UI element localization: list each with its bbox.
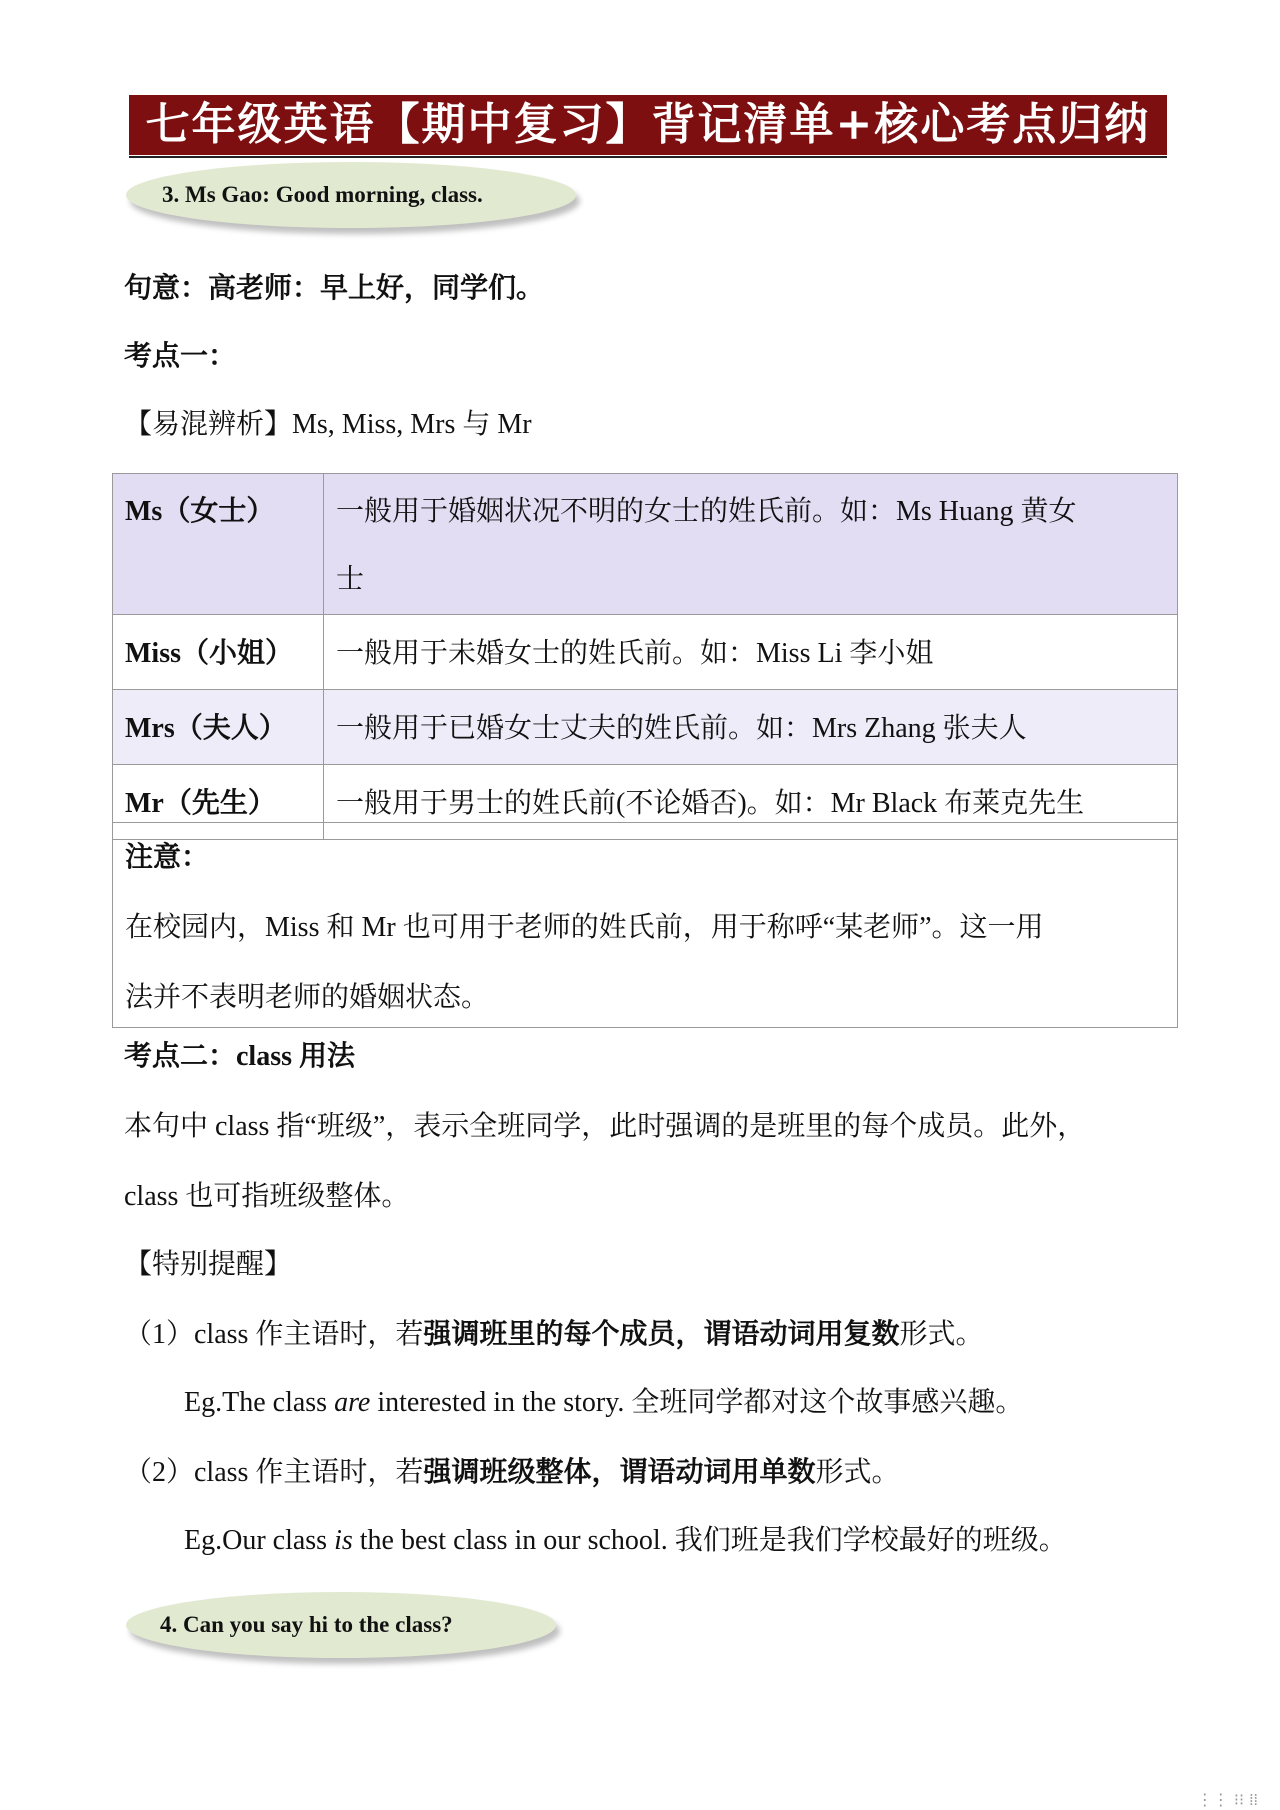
- example-1: [184, 1380, 1023, 1420]
- note-label: 注意：: [125, 842, 210, 873]
- confusable-subtitle: 【易混辨析】Ms, Miss, Mrs 与 Mr: [124, 409, 532, 440]
- point-1-label: 考点一：: [124, 341, 237, 372]
- example-verb: are: [334, 1387, 371, 1418]
- example-post: the best class in our school. 我们班是我们学校最好的班级。: [352, 1525, 1067, 1556]
- reminder-item-2: [124, 1450, 899, 1490]
- desc-line: 士: [336, 564, 365, 595]
- item-emphasis: 强调班级整体，谓语动词用单数: [423, 1457, 816, 1488]
- example-2: [184, 1518, 1067, 1558]
- note-box: [112, 822, 1178, 1028]
- desc-cell: [324, 474, 1178, 615]
- special-reminder-label: 【特别提醒】: [124, 1249, 293, 1280]
- example-post: interested in the story. 全班同学都对这个故事感兴趣。: [370, 1387, 1024, 1418]
- item-prefix: （2）class 作主语时，若: [124, 1457, 424, 1488]
- section-heading-3: 3. Ms Gao: Good morning, class.: [126, 162, 576, 228]
- term-cell: Miss（小姐）: [113, 615, 324, 690]
- section-heading-4: 4. Can you say hi to the class?: [126, 1592, 556, 1658]
- item-emphasis: 强调班里的每个成员，谓语动词用复数: [423, 1319, 900, 1350]
- point-2-paragraph-line: 本句中 class 指“班级”，表示全班同学，此时强调的是班里的每个成员。此外，: [124, 1111, 1086, 1142]
- term-cell: Ms（女士）: [113, 474, 324, 615]
- title-comparison-table: [112, 473, 1178, 840]
- desc-line: 一般用于婚姻状况不明的女士的姓氏前。如：Ms Huang 黄女: [336, 496, 1077, 527]
- reminder-item-1: [124, 1312, 983, 1352]
- term-cell: Mr（先生）: [113, 765, 324, 840]
- item-suffix: 形式。: [899, 1319, 984, 1350]
- item-prefix: （1）class 作主语时，若: [124, 1319, 424, 1350]
- desc-cell: 一般用于未婚女士的姓氏前。如：Miss Li 李小姐: [324, 615, 1178, 690]
- desc-cell: 一般用于男士的姓氏前(不论婚否)。如：Mr Black 布莱克先生: [324, 765, 1178, 840]
- example-pre: Eg.The class: [184, 1387, 335, 1418]
- example-pre: Eg.Our class: [184, 1525, 335, 1556]
- note-text-line: 法并不表明老师的婚姻状态。: [125, 982, 490, 1013]
- table-row: [113, 474, 1178, 615]
- item-suffix: 形式。: [815, 1457, 900, 1488]
- point-2-label: 考点二：class 用法: [124, 1041, 356, 1072]
- note-text-line: 在校园内，Miss 和 Mr 也可用于老师的姓氏前，用于称呼“某老师”。这一用: [125, 912, 1044, 943]
- table-row: [113, 690, 1178, 765]
- desc-cell: 一般用于已婚女士丈夫的姓氏前。如：Mrs Zhang 张夫人: [324, 690, 1178, 765]
- scroll-indicator-icon: ⋮⋮ ⁝⁝ ⁞⁞: [1196, 1790, 1258, 1809]
- term-cell: Mrs（夫人）: [113, 690, 324, 765]
- example-verb: is: [334, 1525, 353, 1556]
- title-underline: [129, 156, 1167, 158]
- point-2-paragraph-line: class 也可指班级整体。: [124, 1181, 410, 1212]
- table-row: [113, 615, 1178, 690]
- page-title-banner: 七年级英语【期中复习】背记清单+核心考点归纳: [129, 95, 1167, 155]
- sentence-meaning: 句意：高老师：早上好，同学们。: [124, 273, 545, 304]
